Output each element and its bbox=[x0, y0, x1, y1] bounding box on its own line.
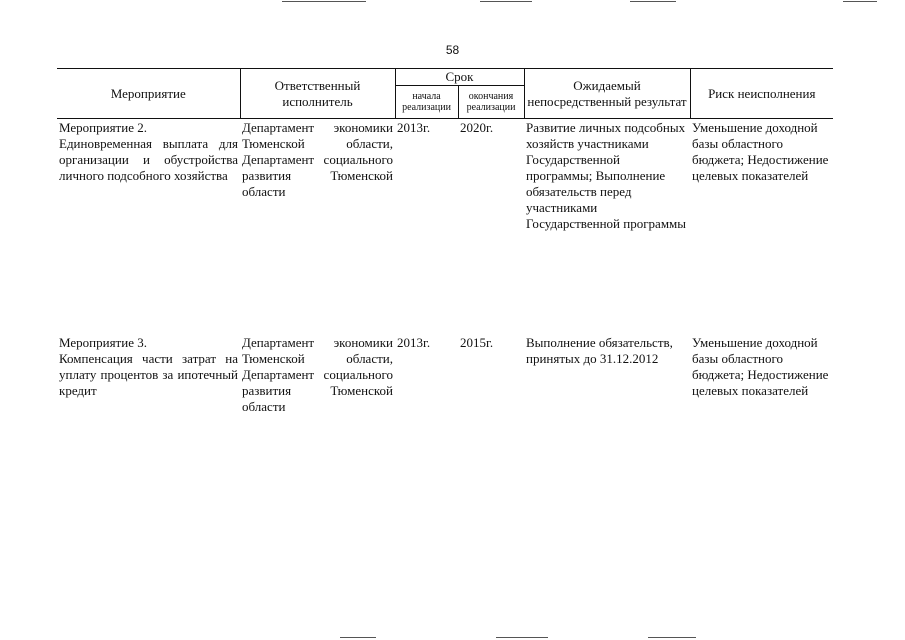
risk-cell: Уменьшение доходной базы областного бюджета; Недостижение целевых показателей bbox=[692, 335, 829, 398]
activities-table bbox=[57, 68, 833, 425]
end-cell: 2015г. bbox=[460, 335, 494, 350]
scan-edge-top-right bbox=[630, 1, 676, 2]
scan-edge-top-far bbox=[843, 1, 877, 2]
event-title: Мероприятие 2. bbox=[59, 120, 147, 135]
table-header-row bbox=[57, 69, 833, 86]
page-number: 58 bbox=[445, 43, 460, 57]
header-term-start: начала реализации bbox=[395, 86, 458, 119]
start-cell: 2013г. bbox=[397, 335, 431, 350]
result-cell: Развитие личных подсобных хозяйств участниками Государственной программы; Выполнение обязательств перед участниками Государственной программы bbox=[526, 120, 687, 231]
header-responsible: Ответственный исполнитель bbox=[240, 69, 395, 119]
event-text: Единовременная выплата для организации и обустройства личного подсобного хозяйства bbox=[59, 136, 238, 183]
scan-edge-bottom-a bbox=[340, 637, 376, 638]
header-event: Мероприятие bbox=[57, 69, 240, 119]
event-title: Мероприятие 3. bbox=[59, 335, 147, 350]
table-row bbox=[57, 334, 833, 425]
start-cell: 2013г. bbox=[397, 120, 431, 135]
event-cell bbox=[57, 334, 240, 425]
header-term: Срок bbox=[395, 69, 524, 86]
responsible-cell: Департамент экономики Тюменской области, Департамент социального развития Тюменской области bbox=[242, 335, 393, 414]
responsible-cell: Департамент экономики Тюменской области, Департамент социального развития Тюменской области bbox=[242, 120, 393, 199]
scan-edge-top-left bbox=[282, 1, 366, 2]
header-expected-result: Ожидаемый непосредственный результат bbox=[524, 69, 690, 119]
scan-edge-bottom-b bbox=[496, 637, 548, 638]
event-cell bbox=[57, 119, 240, 335]
header-term-end: окончания реализации bbox=[458, 86, 524, 119]
scan-edge-bottom-c bbox=[648, 637, 696, 638]
header-risk: Риск неисполнения bbox=[690, 69, 833, 119]
scan-edge-top-mid bbox=[480, 1, 532, 2]
event-text: Компенсация части затрат на уплату процентов за ипотечный кредит bbox=[59, 351, 238, 398]
risk-cell: Уменьшение доходной базы областного бюджета; Недостижение целевых показателей bbox=[692, 120, 829, 183]
table-row bbox=[57, 119, 833, 335]
result-cell: Выполнение обязательств, принятых до 31.12.2012 bbox=[526, 335, 673, 366]
end-cell: 2020г. bbox=[460, 120, 494, 135]
